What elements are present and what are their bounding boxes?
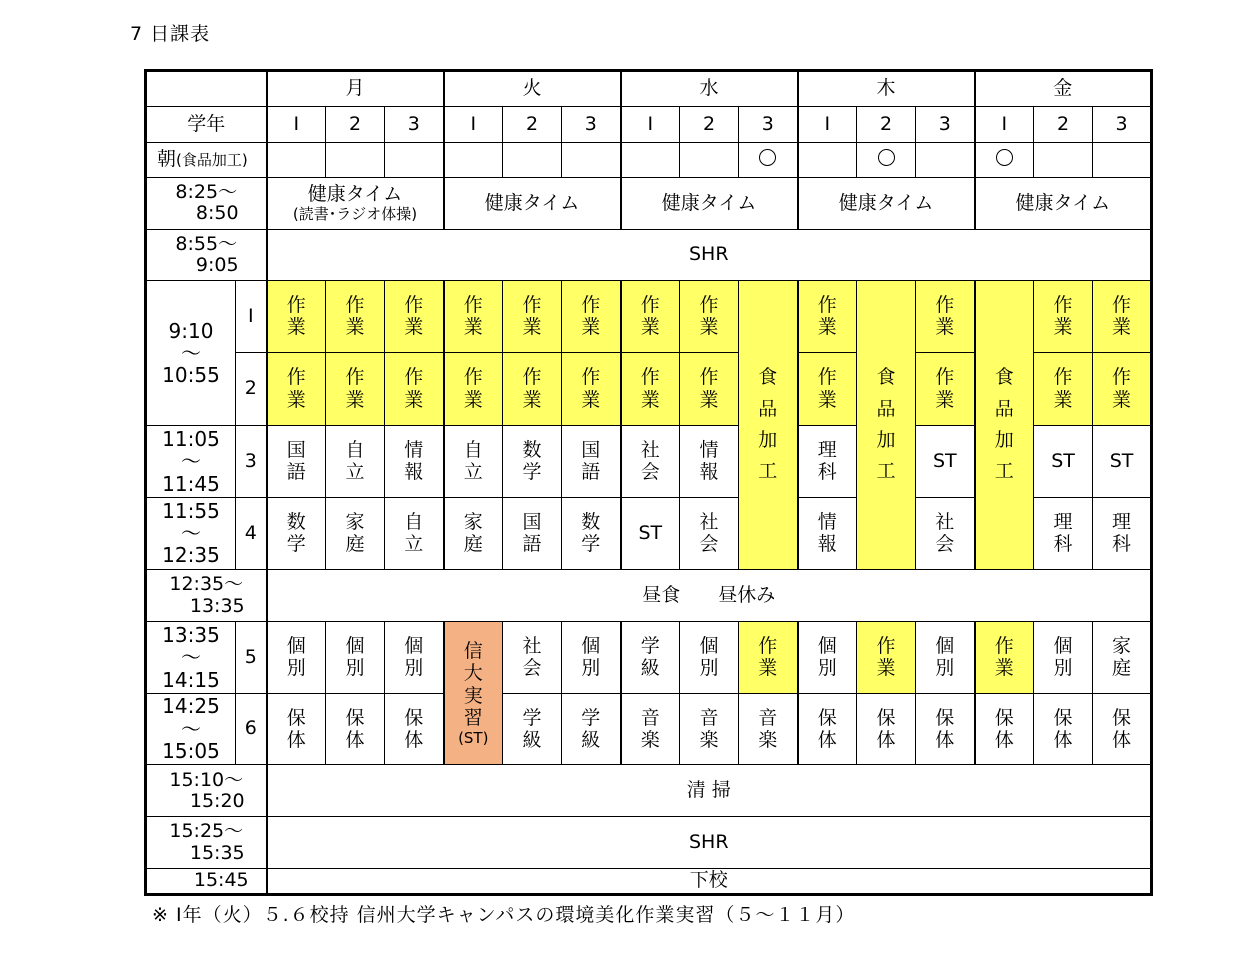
- cell-subject: 情報: [404, 438, 424, 484]
- grade-1: Ⅰ: [444, 107, 503, 143]
- cell-work: 作業: [1053, 294, 1073, 339]
- cell-work: 作業: [1112, 294, 1132, 339]
- cell-subject: 社会: [935, 510, 955, 556]
- cell-subject: 社会: [522, 635, 542, 680]
- cell-subject: 社会: [699, 510, 719, 556]
- cell-subject: 保体: [1053, 706, 1073, 751]
- cell-subject: 国語: [286, 438, 306, 484]
- cell-subject: 保体: [404, 706, 424, 751]
- cell-subject: 個別: [345, 635, 365, 680]
- grade-2: 2: [326, 107, 385, 143]
- grade-2: 2: [503, 107, 562, 143]
- morning-label: [146, 143, 267, 177]
- cell-shindai-practice: 信大実習 (ST): [444, 622, 503, 765]
- period-2: 2: [236, 352, 267, 425]
- time-p5: 13:35 ～ 14:15: [146, 622, 236, 693]
- cell-subject: ST: [1034, 426, 1093, 497]
- grade-3: 3: [562, 107, 621, 143]
- period-4: 4: [236, 497, 267, 569]
- cell-work: 作業: [522, 366, 542, 411]
- shr-afternoon: SHR: [267, 817, 1152, 868]
- cell-work: 作業: [935, 294, 955, 339]
- grade-3: 3: [385, 107, 444, 143]
- cell-subject: 保体: [935, 706, 955, 751]
- footnote: ※ Ⅰ年（火）５.６校持 信州大学キャンパスの環境美化作業実習（５～１１月）: [152, 904, 856, 926]
- time-p6: 14:25 ～ 15:05: [146, 693, 236, 764]
- cell-subject: 保体: [994, 706, 1014, 751]
- time-shr1: 8:55～ 9:05: [146, 229, 267, 280]
- time-cleaning: 15:10～ 15:20: [146, 765, 267, 817]
- cell-subject: 個別: [935, 635, 955, 680]
- cell-work: 作業: [1112, 366, 1132, 411]
- cell-subject: 音楽: [699, 706, 719, 751]
- cell-subject: 家庭: [345, 510, 365, 556]
- cell-subject: 保体: [286, 706, 306, 751]
- time-p4: 11:55 ～ 12:35: [146, 497, 236, 569]
- health-time-thu: 健康タイム: [798, 177, 975, 229]
- grade-2: 2: [680, 107, 739, 143]
- cell-work: 作業: [1053, 366, 1073, 411]
- cell-subject: 家庭: [463, 510, 483, 556]
- day-header-wed: 水: [621, 71, 798, 107]
- cell-work: 作業: [581, 294, 601, 339]
- cell-subject: 個別: [581, 635, 601, 680]
- cell-work: 作業: [817, 366, 837, 411]
- cell-subject: 個別: [817, 635, 837, 680]
- cell-subject: 音楽: [758, 706, 778, 751]
- cell-subject: 家庭: [1112, 635, 1132, 680]
- cell-food-processing-fri: 食品加工: [994, 366, 1014, 483]
- cell-subject: 学級: [522, 706, 542, 751]
- grade-1: Ⅰ: [975, 107, 1034, 143]
- cell-work: 作業: [286, 294, 306, 339]
- grade-1: Ⅰ: [621, 107, 680, 143]
- health-time-tue: 健康タイム: [444, 177, 621, 229]
- cell-subject: 個別: [699, 635, 719, 680]
- cell-work: 作業: [522, 294, 542, 339]
- cell-food-processing-wed: 食品加工: [758, 366, 778, 483]
- cell-subject: 音楽: [640, 706, 660, 751]
- day-header-mon: 月: [267, 71, 444, 107]
- time-lunch: 12:35～ 13:35: [146, 569, 267, 621]
- cell-work: 作業: [876, 635, 896, 680]
- period-6: 6: [236, 693, 267, 764]
- cell-subject: 理科: [1112, 510, 1132, 556]
- morning-mark-thu-2: [878, 149, 895, 166]
- period-3: 3: [236, 426, 267, 497]
- grade-3: 3: [1093, 107, 1152, 143]
- cell-work: 作業: [345, 366, 365, 411]
- cell-work: 作業: [699, 294, 719, 339]
- cell-subject: ST: [1093, 426, 1152, 497]
- cell-subject: 数学: [286, 510, 306, 556]
- day-header-thu: 木: [798, 71, 975, 107]
- page-title: 7 日課表: [130, 23, 211, 45]
- cell-subject: 情報: [817, 510, 837, 556]
- cell-subject: 自立: [463, 438, 483, 484]
- grade-2: 2: [857, 107, 916, 143]
- period-1: Ⅰ: [236, 281, 267, 352]
- time-dismissal: 15:45: [146, 868, 267, 894]
- grade-3: 3: [739, 107, 798, 143]
- cell-subject: 理科: [817, 438, 837, 484]
- cell-subject: 数学: [581, 510, 601, 556]
- grade-2: 2: [1034, 107, 1093, 143]
- time-health: 8:25～ 8:50: [146, 177, 267, 229]
- cell-food-processing-thu: 食品加工: [876, 366, 896, 483]
- cell-work: 作業: [345, 294, 365, 339]
- health-time-wed: 健康タイム: [621, 177, 798, 229]
- cell-work: 作業: [935, 366, 955, 411]
- cell-subject: 個別: [404, 635, 424, 680]
- day-header-tue: 火: [444, 71, 621, 107]
- cell-subject: 保体: [1112, 706, 1132, 751]
- morning-sub-label: (食品加工): [176, 151, 248, 170]
- cell-subject: 個別: [286, 635, 306, 680]
- cell-work: 作業: [640, 366, 660, 411]
- grade-label: 学年: [146, 107, 267, 143]
- cell-subject: 数学: [522, 438, 542, 484]
- cell-work: 作業: [404, 294, 424, 339]
- cell-subject: 保体: [817, 706, 837, 751]
- grade-3: 3: [916, 107, 975, 143]
- grade-1: Ⅰ: [267, 107, 326, 143]
- cell-subject: 個別: [1053, 635, 1073, 680]
- time-block1: 9:10 ～ 10:55: [146, 281, 236, 426]
- health-time-fri: 健康タイム: [975, 177, 1152, 229]
- timetable: [144, 69, 1153, 896]
- cell-subject: 自立: [404, 510, 424, 556]
- health-time-mon: 健康タイム (読書･ラジオ体操): [267, 177, 444, 229]
- cell-work: 作業: [817, 294, 837, 339]
- cell-subject: 保体: [345, 706, 365, 751]
- lunch-break: 昼食 昼休み: [267, 569, 1152, 621]
- cleaning: 清 掃: [267, 765, 1152, 817]
- cell-subject: 情報: [699, 438, 719, 484]
- cell-subject: 学級: [581, 706, 601, 751]
- cell-subject: 国語: [581, 438, 601, 484]
- time-p3: 11:05 ～ 11:45: [146, 426, 236, 497]
- time-shr2: 15:25～ 15:35: [146, 817, 267, 868]
- cell-subject: 社会: [640, 438, 660, 484]
- cell-work: 作業: [404, 366, 424, 411]
- corner-cell: [146, 71, 267, 107]
- morning-mark-wed-3: [759, 149, 776, 166]
- grade-1: Ⅰ: [798, 107, 857, 143]
- cell-subject: 自立: [345, 438, 365, 484]
- period-5: 5: [236, 622, 267, 693]
- dismissal: 下校: [267, 868, 1152, 894]
- shr-morning: SHR: [267, 229, 1152, 280]
- cell-work: 作業: [286, 366, 306, 411]
- cell-work: 作業: [699, 366, 719, 411]
- morning-label-text: 朝: [157, 148, 177, 171]
- cell-work: 作業: [640, 294, 660, 339]
- cell-subject: ST: [916, 426, 975, 497]
- morning-mark-fri-1: [996, 149, 1013, 166]
- cell-subject: 理科: [1053, 510, 1073, 556]
- cell-subject: 学級: [640, 635, 660, 680]
- cell-work: 作業: [463, 294, 483, 339]
- day-header-fri: 金: [975, 71, 1152, 107]
- cell-work: 作業: [581, 366, 601, 411]
- cell-work: 作業: [758, 635, 778, 680]
- cell-subject: 保体: [876, 706, 896, 751]
- cell-work: 作業: [463, 366, 483, 411]
- cell-subject: 国語: [522, 510, 542, 556]
- cell-work: 作業: [994, 635, 1014, 680]
- cell-subject: ST: [621, 497, 680, 569]
